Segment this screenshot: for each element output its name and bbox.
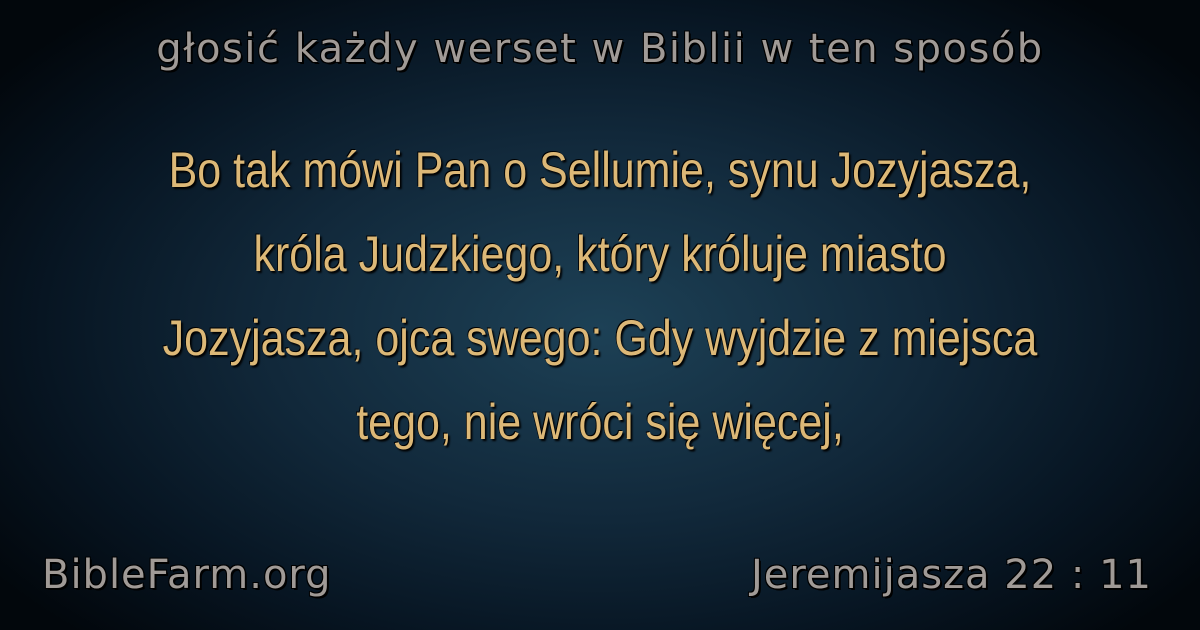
verse-line: tego, nie wróci się więcej,: [356, 394, 844, 450]
verse-reference: Jeremijasza 22 : 11: [750, 552, 1152, 598]
verse-line: Bo tak mówi Pan o Sellumie, synu Jozyjasza,: [168, 142, 1032, 198]
verse-text: [118, 128, 1081, 464]
site-name: BibleFarm.org: [42, 552, 332, 598]
verse-line: króla Judzkiego, który króluje miasto: [253, 226, 947, 282]
verse-line: Jozyjasza, ojca swego: Gdy wyjdzie z miejsca: [162, 310, 1038, 366]
header-tagline: głosić każdy werset w Biblii w ten sposób: [156, 26, 1044, 72]
